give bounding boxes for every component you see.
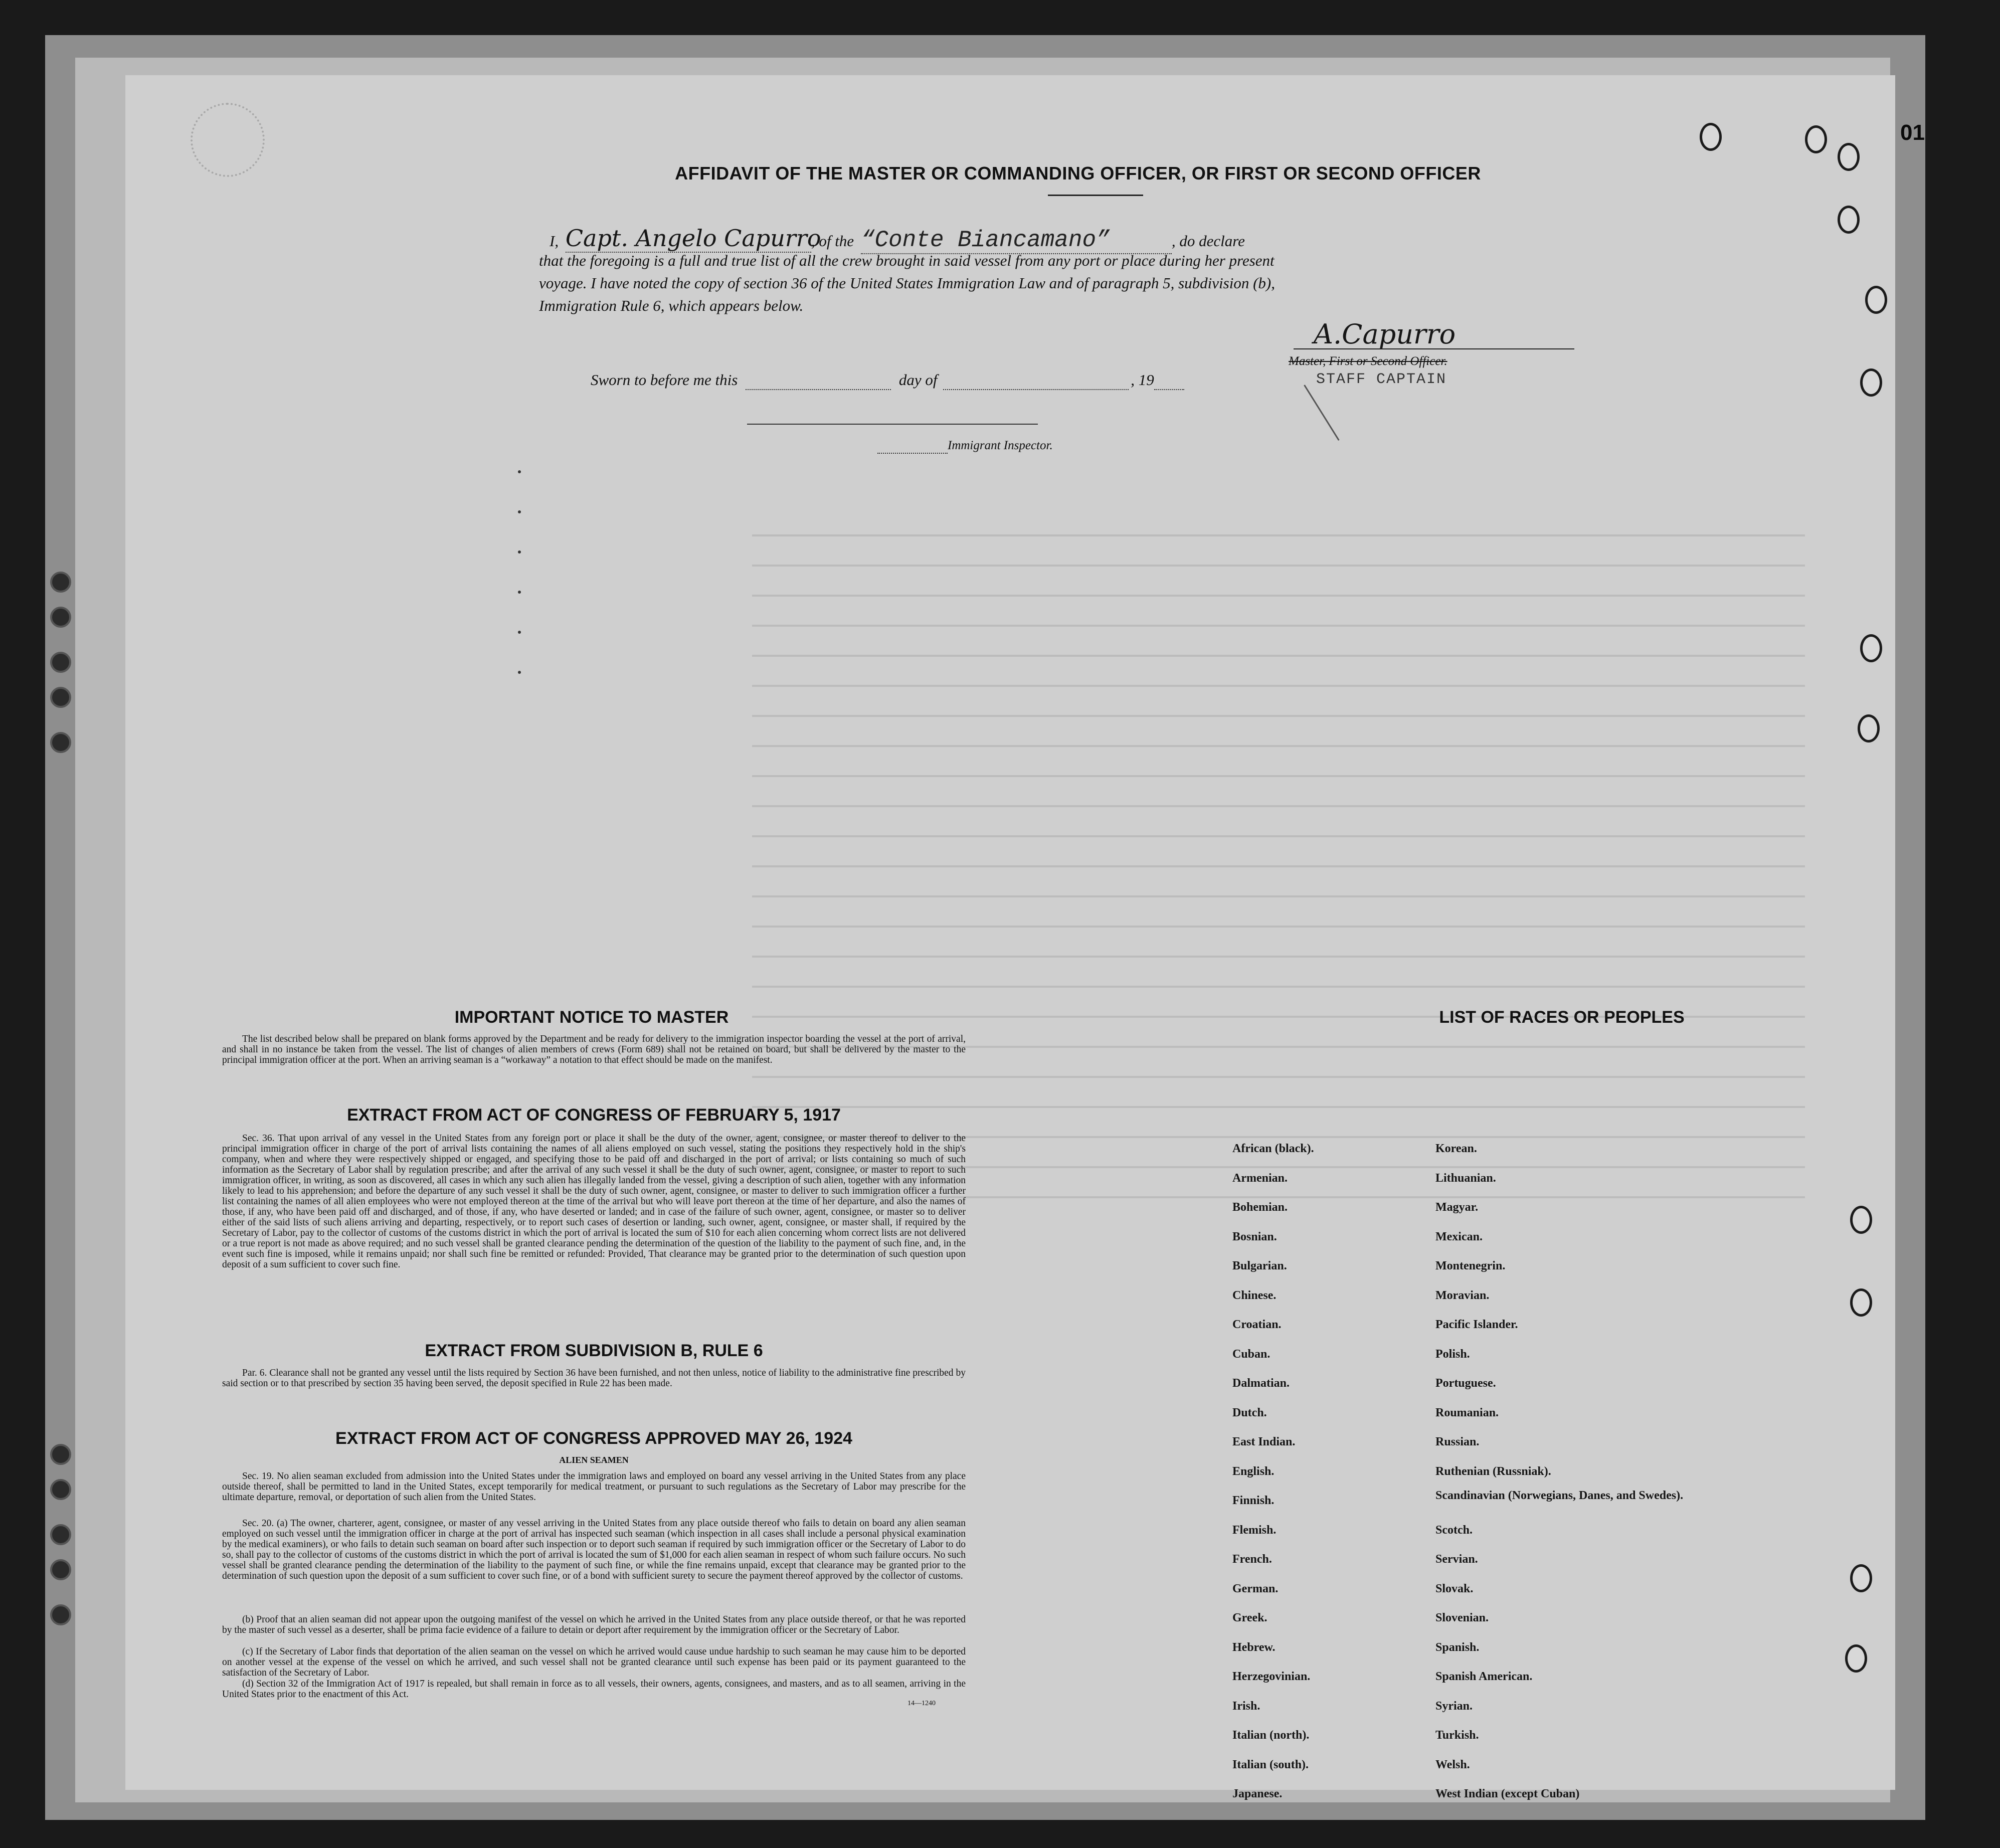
race-item: Italian (north). [1232, 1729, 1310, 1742]
left-punch-hole [50, 732, 71, 753]
notice-heading: IMPORTANT NOTICE TO MASTER [454, 1008, 729, 1027]
punch-hole [1860, 368, 1882, 397]
title-rule [1048, 195, 1143, 196]
race-item: Montenegrin. [1435, 1259, 1506, 1272]
race-item: Roumanian. [1435, 1406, 1499, 1419]
race-item: Servian. [1435, 1553, 1478, 1566]
punch-hole [1805, 125, 1827, 153]
pen-stroke [1304, 385, 1339, 441]
race-item: Portuguese. [1435, 1377, 1496, 1390]
race-item: Cuban. [1232, 1347, 1270, 1361]
left-punch-hole [50, 1559, 71, 1580]
sworn-label: Sworn to before me this [591, 371, 738, 389]
extract-rule6-text: Par. 6. Clearance shall not be granted any vessel until the lists required by Section 36 have been furnished, and not then unless, notice of liability to the administrative fine prescribed by said section or to that prescribed by section 35 having been served, the deposit specified in Rule 22 has been made. [222, 1368, 966, 1389]
race-item: East Indian. [1232, 1435, 1296, 1448]
mark [518, 631, 521, 634]
race-item: Turkish. [1435, 1729, 1479, 1742]
extract-1917-text: Sec. 36. That upon arrival of any vessel in the United States from any foreign port or place it shall be the duty of the owner, agent, consignee, or master thereof to deliver to the principal immigration officer in charge of the port of arrival lists containing the names of all aliens employed on such vessel, stating the positions they respectively hold in the ship's company, when and where they were respectively shipped or engaged, and specifying those to be paid off and discharged in the port of arrival; or lists containing so much of such information as the Secretary of Labor shall by regulation prescribe; and after the arrival of any such vessel it shall be the duty of such owner, agent, consignee, or master to report to such immigration officer, in writing, as soon as discovered, all cases in which any such alien has illegally landed from the vessel, giving a description of such alien, together with any information likely to lead to his apprehension; and before the departure of any such vessel it shall be the duty of such owner, agent, consignee, or master to deliver to such immigration officer a further list containing the names of all alien employees who were not employed thereon at the time of the arrival but who will leave port thereon at the time of her departure, and also the names of those, if any, who have been paid off and discharged, and of those, if any, who have deserted or landed; and in case of the failure of such owner, agent, consignee, or master so to deliver either of the said lists of such aliens arriving and departing, respectively, or to report such cases of desertion or landing, such owner, agent, consignee, or master shall, if required by the Secretary of Labor, pay to the collector of customs of the customs district in which the port of arrival is located the sum of $10 for each alien concerning whom correct lists are not delivered or a true report is not made as above required; and no such vessel shall be granted clearance pending the determination of the question of the liability to the payment of such fine, and, in the event such fine is imposed, while it remains unpaid; nor shall such fine be remitted or refunded: Provided, That clearance may be granted prior to the determination of such question upon deposit of a sum sufficient to cover such fine. [222, 1133, 966, 1270]
sworn-month-blank [943, 371, 1129, 390]
race-item: Scotch. [1435, 1523, 1473, 1537]
sworn-day-blank [746, 371, 891, 390]
extract-1917-heading: EXTRACT FROM ACT OF CONGRESS OF FEBRUARY 5, 1917 [347, 1105, 841, 1125]
punch-hole [1850, 1288, 1872, 1317]
alien-seamen-subheading: ALIEN SEAMEN [559, 1455, 629, 1465]
punch-hole [1858, 714, 1880, 743]
inspector-label: Immigrant Inspector. [948, 439, 1053, 452]
form-number: 14—1240 [907, 1700, 936, 1707]
race-item: West Indian (except Cuban) [1435, 1787, 1580, 1800]
race-item: Syrian. [1435, 1699, 1473, 1713]
race-item: Greek. [1232, 1611, 1267, 1624]
affidavit-title: AFFIDAVIT OF THE MASTER OR COMMANDING OFFICER, OR FIRST OR SECOND OFFICER [675, 163, 1481, 183]
affidavit-line1 [550, 225, 1245, 254]
sec20d-text: (d) Section 32 of the Immigration Act of 1917 is repealed, but shall remain in force as to all vessels, their owners, agents, consignees, and masters, and as to all seamen, arriving in the United States prior to the enactment of this Act. [222, 1679, 966, 1700]
race-item: Croatian. [1232, 1318, 1282, 1331]
punch-hole [1850, 1206, 1872, 1234]
race-item: German. [1232, 1582, 1279, 1595]
left-punch-hole [50, 687, 71, 708]
punch-hole [1700, 123, 1722, 151]
left-punch-hole [50, 1604, 71, 1625]
left-punch-hole [50, 652, 71, 673]
race-item: Mexican. [1435, 1230, 1483, 1243]
race-item: Irish. [1232, 1699, 1260, 1713]
affidavit-line4: Immigration Rule 6, which appears below. [539, 297, 804, 314]
punch-hole [1860, 634, 1882, 662]
race-item: Hebrew. [1232, 1640, 1276, 1654]
day-of-label: day of [898, 371, 938, 389]
inspector-blank [877, 439, 948, 454]
race-item: Lithuanian. [1435, 1171, 1496, 1185]
punch-hole [1850, 1564, 1872, 1592]
race-item: Magyar. [1435, 1201, 1479, 1214]
race-item: Italian (south). [1232, 1758, 1309, 1771]
race-item: Russian. [1435, 1435, 1480, 1448]
tab-number: 01 [1900, 120, 1925, 145]
inspector-caption [877, 439, 1053, 454]
extract-rule6-heading: EXTRACT FROM SUBDIVISION B, RULE 6 [425, 1341, 763, 1360]
punch-hole [1845, 1644, 1867, 1673]
sworn-line [591, 371, 1184, 390]
race-item: Dutch. [1232, 1406, 1267, 1419]
master-name: Capt. Angelo Capurro [565, 225, 821, 252]
punch-hole [1838, 206, 1860, 234]
race-item: Spanish. [1435, 1640, 1480, 1654]
sec19-text: Sec. 19. No alien seaman excluded from admission into the United States under the immigration laws and employed on board any vessel arriving in the United States from any place outside thereof, shall be permitted to land in the United States, except temporarily for medical treatment, or pursuant to such regulations as the Secretary of Labor may prescribe for the ultimate departure, removal, or deportation of such alien from the United States. [222, 1471, 966, 1503]
left-punch-hole [50, 1479, 71, 1500]
race-item: Bohemian. [1232, 1201, 1288, 1214]
race-item: Polish. [1435, 1347, 1470, 1361]
mark [518, 671, 521, 674]
left-punch-hole [50, 572, 71, 593]
races-column-1 [1232, 1134, 1314, 1809]
signature-caption: Master, First or Second Officer. [1289, 354, 1447, 368]
affidavit-line2: that the foregoing is a full and true list of all the crew brought in said vessel from any port or place during her present [539, 252, 1275, 269]
race-item: Korean. [1435, 1142, 1477, 1155]
extract-1924-heading: EXTRACT FROM ACT OF CONGRESS APPROVED MAY 26, 1924 [335, 1429, 852, 1448]
race-item: Ruthenian (Russniak). [1435, 1464, 1551, 1478]
year-label: , 19 [1131, 371, 1154, 389]
race-item: Finnish. [1232, 1494, 1275, 1507]
document-page [125, 75, 1895, 1800]
do-declare-label: , do declare [1171, 232, 1245, 250]
race-item: Herzegovinian. [1232, 1670, 1311, 1683]
left-punch-hole [50, 1444, 71, 1465]
race-item: Bulgarian. [1232, 1259, 1287, 1272]
race-item: French. [1232, 1553, 1272, 1566]
races-heading: LIST OF RACES OR PEOPLES [1439, 1008, 1685, 1027]
race-item: Slovak. [1435, 1582, 1474, 1595]
left-punch-hole [50, 607, 71, 628]
seal-stamp [191, 103, 265, 177]
race-item: Flemish. [1232, 1523, 1277, 1537]
signature-area [1294, 318, 1594, 353]
punch-hole [1838, 143, 1860, 171]
staff-captain-stamp: STAFF CAPTAIN [1316, 371, 1447, 388]
race-item: Welsh. [1435, 1758, 1470, 1771]
race-item: Pacific Islander. [1435, 1318, 1518, 1331]
vessel-name: “Conte Biancamano” [861, 227, 1172, 254]
year-blank [1154, 371, 1184, 390]
race-item: Japanese. [1232, 1787, 1283, 1800]
race-item: Slovenian. [1435, 1611, 1489, 1624]
sec20a-text: Sec. 20. (a) The owner, charterer, agent, consignee, or master of any vessel arriving in the United States from any place outside thereof who fails to detain on board any alien seaman employed on such vessel until the immigration officer in charge at the port of arrival has inspected such seaman (which inspection in all cases shall include a personal physical examination by the medical examiners), or who fails to detain such seaman on board after such inspection or to deport such seaman if required by such immigration officer or the Secretary of Labor to do so, shall pay to the collector of customs of the customs district in which the port of arrival is located the sum of $1,000 for each alien seaman in respect of whom such failure occurs. No such vessel shall be granted clearance pending the determination of the liability to the payment of such fine, or while the fine remains unpaid, except that clearance may be granted prior to the determination of such question upon the deposit of a sum sufficient to cover such fine, or of a bond with sufficient surety to secure the payment thereof approved by the collector of customs. [222, 1518, 966, 1581]
i-label: I, [550, 232, 559, 250]
race-item: Armenian. [1232, 1171, 1288, 1185]
race-item: African (black). [1232, 1142, 1314, 1155]
signature-line [1294, 348, 1574, 349]
mark [518, 550, 521, 553]
race-item: Dalmatian. [1232, 1377, 1290, 1390]
race-item: Bosnian. [1232, 1230, 1277, 1243]
race-item: Chinese. [1232, 1288, 1277, 1302]
bleed-through [752, 506, 1805, 1208]
notice-text: The list described below shall be prepared on blank forms approved by the Department and be ready for delivery to the immigration inspector boarding the vessel at the port of arrival, and shall in no instance be taken from the vessel. The list of changes of alien members of crews (Form 689) shall not be retained on board, but shall be delivered by the master to the principal immigration officer at the port. When an arriving seaman is a “workaway” a notation to that effect should be made on the manifest. [222, 1034, 966, 1065]
mark [518, 510, 521, 513]
race-item: Spanish American. [1435, 1670, 1533, 1683]
inspector-signature-line [747, 424, 1038, 425]
left-punch-hole [50, 1524, 71, 1545]
race-item: Scandinavian (Norwegians, Danes, and Swedes). [1435, 1489, 1684, 1502]
punch-hole [1865, 286, 1887, 314]
sec20c-text: (c) If the Secretary of Labor finds that deportation of the alien seaman on the vessel on which he arrived would cause undue hardship to such seaman he may cause him to be deported on another vessel at the expense of the vessel on which he arrived, and such vessel shall not be granted clearance until such expense has been paid or its payment guaranteed to the satisfaction of the Secretary of Labor. [222, 1646, 966, 1678]
race-item: Moravian. [1435, 1288, 1490, 1302]
affidavit-line3: voyage. I have noted the copy of section 36 of the United States Immigration Law and of paragraph 5, subdivision (b), [539, 274, 1275, 292]
of-the-label: , of the [811, 232, 854, 250]
signature: A.Capurro [1314, 318, 1456, 350]
races-column-2 [1435, 1134, 1684, 1809]
mark [518, 470, 521, 473]
sec20b-text: (b) Proof that an alien seaman did not appear upon the outgoing manifest of the vessel on which he arrived in the United States from any place outside thereof, or that he was reported by the master of such vessel as a deserter, shall be prima facie evidence of a failure to detain or deport after requirement by the immigration officer or the Secretary of Labor. [222, 1614, 966, 1635]
mark [518, 591, 521, 594]
race-item: English. [1232, 1464, 1275, 1478]
